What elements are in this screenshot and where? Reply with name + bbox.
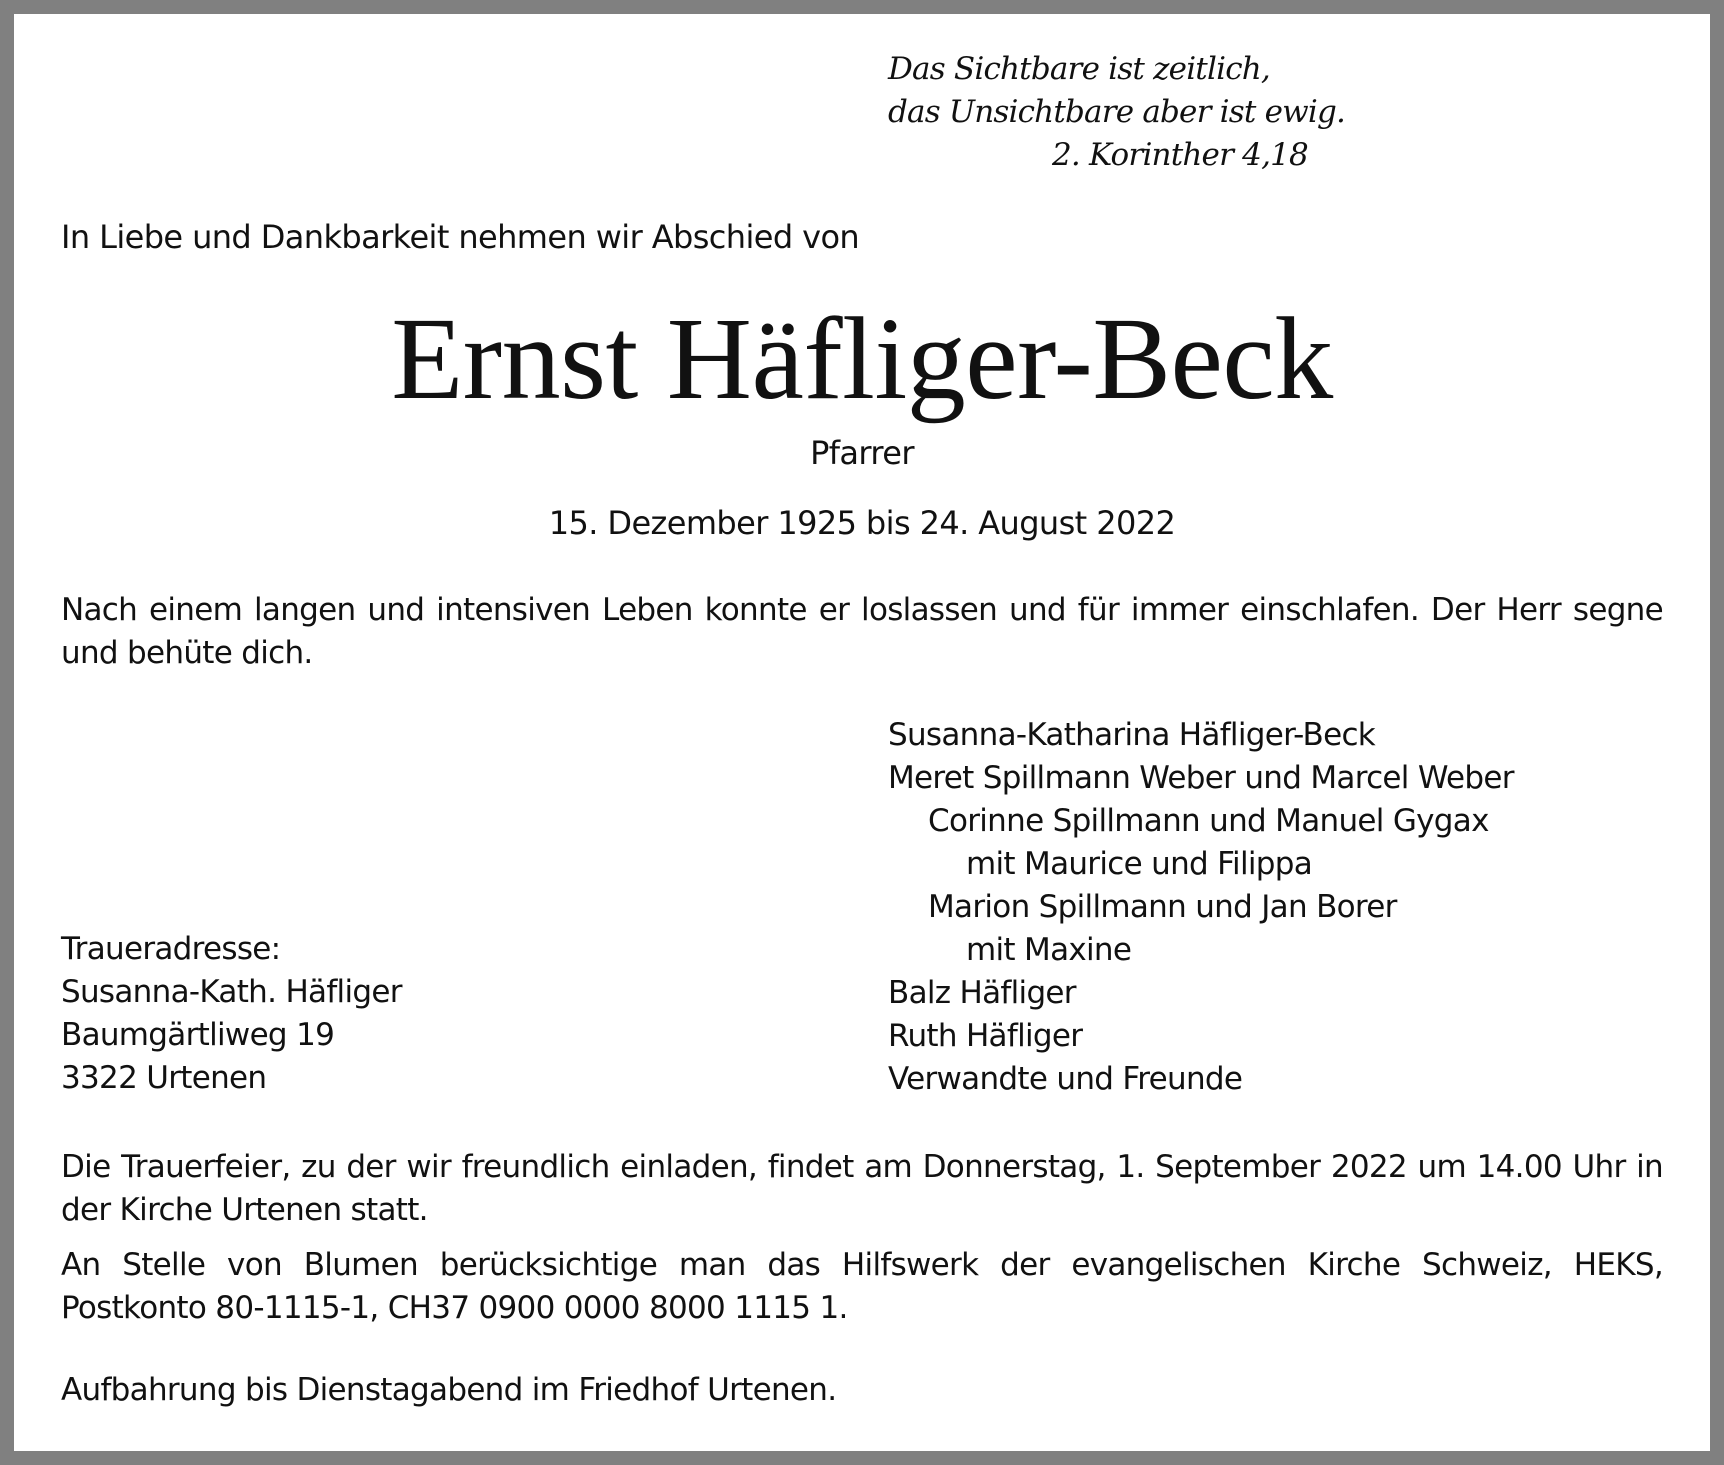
donation-info: An Stelle von Blumen berücksichtige man das Hilfswerk der evangelischen Kirche Schweiz, HEKS, Postkonto 80-1115-1, CH37 0900 0000 8000 1115 1. <box>61 1247 1663 1326</box>
verse-reference: 2. Korinther 4,18 <box>1052 137 1308 173</box>
bible-verse <box>888 48 1346 177</box>
life-dates: 15. Dezember 1925 bis 24. August 2022 <box>548 504 1176 542</box>
mourner-line: mit Maurice und Filippa <box>966 846 1313 882</box>
mourner-line: Susanna-Katharina Häfliger-Beck <box>888 717 1376 753</box>
intro-text: In Liebe und Dankbarkeit nehmen wir Abschied von <box>61 218 860 256</box>
mourners-list <box>888 714 1514 1101</box>
obituary-notice <box>14 14 1710 1451</box>
mourner-line: Balz Häfliger <box>888 975 1076 1011</box>
verse-line-2: das Unsichtbare aber ist ewig. <box>888 94 1346 130</box>
viewing-info: Aufbahrung bis Dienstagabend im Friedhof Urtenen. <box>61 1372 837 1408</box>
mourner-line: Corinne Spillmann und Manuel Gygax <box>928 803 1489 839</box>
address-city: 3322 Urtenen <box>61 1060 267 1096</box>
verse-line-1: Das Sichtbare ist zeitlich, <box>888 51 1270 87</box>
deceased-name: Ernst Häfliger-Beck <box>391 293 1333 424</box>
mourner-line: Ruth Häfliger <box>888 1018 1083 1054</box>
address-name: Susanna-Kath. Häfliger <box>61 974 402 1010</box>
deceased-title: Pfarrer <box>810 434 914 472</box>
mourning-address <box>61 928 402 1100</box>
mourner-line: Meret Spillmann Weber und Marcel Weber <box>888 760 1514 796</box>
mourner-line: Marion Spillmann und Jan Borer <box>928 889 1397 925</box>
address-label: Traueradresse: <box>61 931 281 967</box>
address-street: Baumgärtliweg 19 <box>61 1017 335 1053</box>
farewell-message: Nach einem langen und intensiven Leben konnte er loslassen und für immer einschlafen. Der Herr segne und behüte dich. <box>61 592 1663 671</box>
mourner-line: mit Maxine <box>966 932 1132 968</box>
ceremony-info: Die Trauerfeier, zu der wir freundlich einladen, findet am Donnerstag, 1. September 2022 um 14.00 Uhr in der Kirche Urtenen statt. <box>61 1149 1663 1228</box>
mourner-line: Verwandte und Freunde <box>888 1061 1243 1097</box>
